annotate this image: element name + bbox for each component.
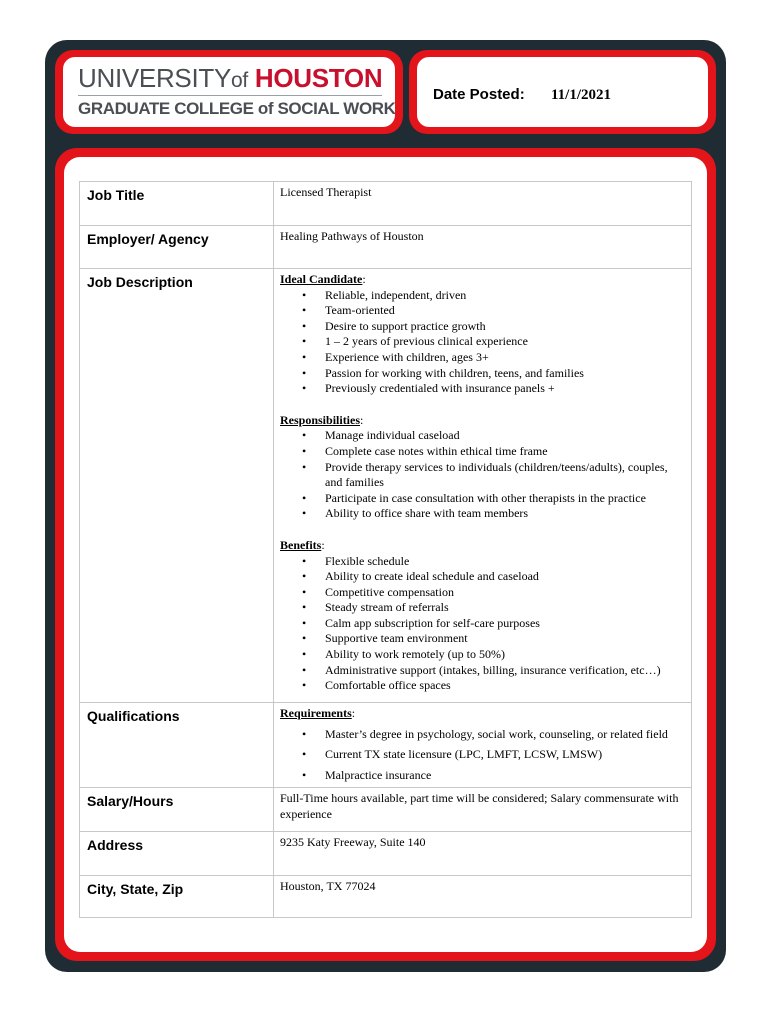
row-address [80, 832, 692, 876]
list-item: • Calm app subscription for self-care purposes [280, 616, 683, 632]
job-description-label: Job Description [80, 269, 274, 703]
list-item: • Reliable, independent, driven [280, 288, 683, 304]
row-job-title [80, 182, 692, 226]
address-value: 9235 Katy Freeway, Suite 140 [274, 832, 692, 876]
qualifications-label: Qualifications [80, 703, 274, 788]
list-item: • Provide therapy services to individuals (children/teens/adults), couples, and families [280, 460, 683, 491]
benefits-list [280, 554, 683, 694]
list-item: • Ability to create ideal schedule and caseload [280, 569, 683, 585]
ideal-candidate-list [280, 288, 683, 397]
job-title-value: Licensed Therapist [274, 182, 692, 226]
address-label: Address [80, 832, 274, 876]
row-city [80, 876, 692, 918]
responsibilities-list [280, 428, 683, 522]
row-salary [80, 788, 692, 832]
list-item: • Master’s degree in psychology, social work, counseling, or related field [280, 727, 683, 743]
ideal-candidate-heading: Ideal Candidate: [280, 272, 366, 286]
list-item: • Competitive compensation [280, 585, 683, 601]
qualifications-value [274, 703, 692, 788]
list-item: • Passion for working with children, teens, and families [280, 366, 683, 382]
logo-divider [78, 95, 382, 96]
list-item: • Participate in case consultation with other therapists in the practice [280, 491, 683, 507]
logo-university-word: UNIVERSITY [78, 63, 232, 93]
salary-label: Salary/Hours [80, 788, 274, 832]
responsibilities-heading: Responsibilities: [280, 412, 364, 427]
list-item: • 1 – 2 years of previous clinical experience [280, 334, 683, 350]
row-qualifications [80, 703, 692, 788]
list-item: • Malpractice insurance [280, 768, 683, 784]
list-item: • Supportive team environment [280, 631, 683, 647]
list-item: • Manage individual caseload [280, 428, 683, 444]
city-label: City, State, Zip [80, 876, 274, 918]
list-item: • Complete case notes within ethical time frame [280, 444, 683, 460]
employer-label: Employer/ Agency [80, 226, 274, 269]
list-item: • Ability to work remotely (up to 50%) [280, 647, 683, 663]
date-posted-value: 11/1/2021 [551, 87, 612, 103]
salary-value: Full-Time hours available, part time will be considered; Salary commensurate with experience [274, 788, 692, 832]
list-item: • Comfortable office spaces [280, 678, 683, 694]
list-item: • Flexible schedule [280, 554, 683, 570]
list-item: • Ability to office share with team members [280, 506, 683, 522]
logo-houston-word: HOUSTON [254, 63, 383, 93]
list-item: • Current TX state licensure (LPC, LMFT, LCSW, LMSW) [280, 747, 683, 763]
row-employer [80, 226, 692, 269]
job-description-value [274, 269, 692, 703]
logo-of-word: of [231, 69, 248, 92]
list-item: • Steady stream of referrals [280, 600, 683, 616]
list-item: • Desire to support practice growth [280, 319, 683, 335]
date-posted-label: Date Posted: [433, 86, 525, 103]
city-value: Houston, TX 77024 [274, 876, 692, 918]
requirements-heading: Requirements: [280, 706, 356, 720]
list-item: • Previously credentialed with insurance panels + [280, 381, 683, 397]
college-name: GRADUATE COLLEGE of SOCIAL WORK [78, 99, 396, 118]
requirements-list [280, 727, 683, 784]
university-logo [78, 64, 382, 95]
benefits-heading: Benefits: [280, 537, 325, 552]
row-job-description [80, 269, 692, 703]
job-title-label: Job Title [80, 182, 274, 226]
list-item: • Administrative support (intakes, billing, insurance verification, etc…) [280, 663, 683, 679]
list-item: • Experience with children, ages 3+ [280, 350, 683, 366]
employer-value: Healing Pathways of Houston [274, 226, 692, 269]
job-posting-table [79, 181, 692, 918]
list-item: • Team-oriented [280, 303, 683, 319]
